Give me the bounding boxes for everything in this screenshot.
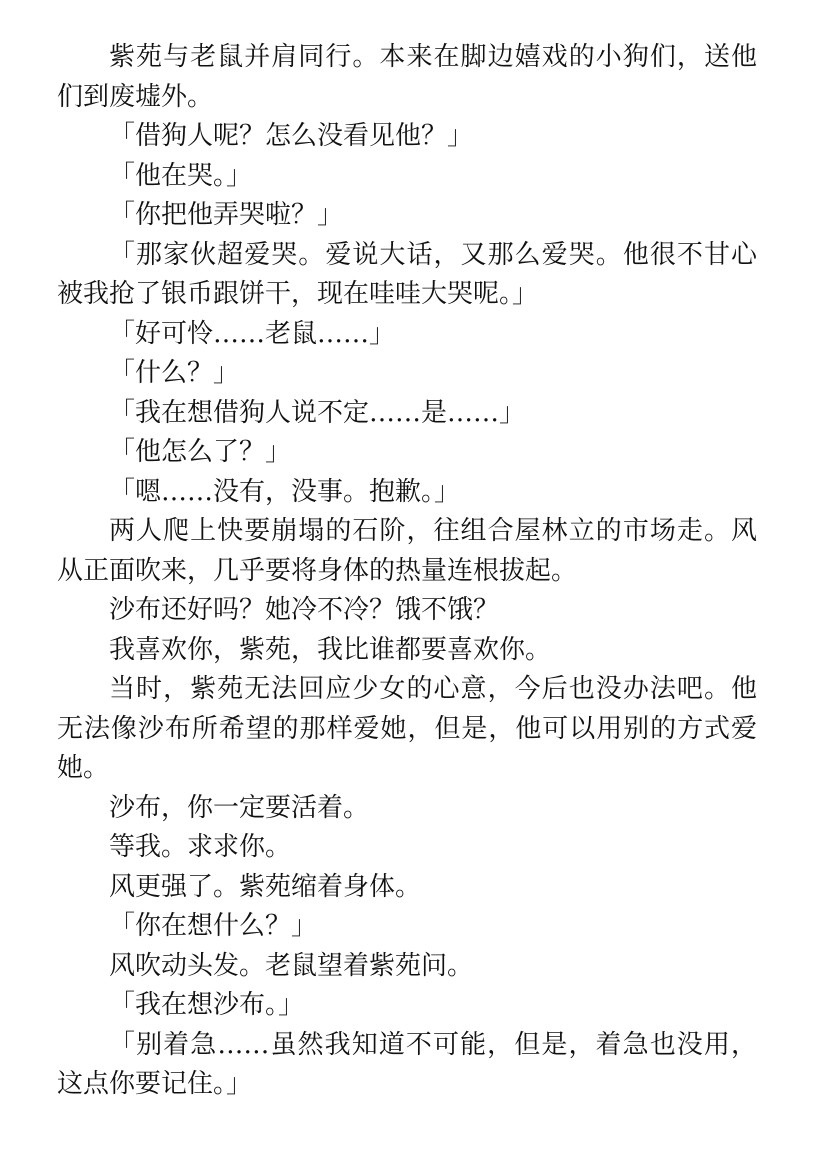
paragraph: 两人爬上快要崩塌的石阶，往组合屋林立的市场走。风从正面吹来，几乎要将身体的热量连根拔起。 <box>57 516 757 586</box>
paragraph: 「你把他弄哭啦？」 <box>109 200 344 230</box>
paragraph: 「好可怜……老鼠……」 <box>109 318 396 349</box>
paragraph: 「我在想沙布。」 <box>109 990 305 1020</box>
paragraph: 沙布，你一定要活着。 <box>109 792 370 823</box>
paragraph: 「你在想什么？」 <box>109 911 318 941</box>
paragraph: 「他在哭。」 <box>109 160 253 191</box>
paragraph: 风更强了。紫苑缩着身体。 <box>109 871 422 902</box>
paragraph: 「什么？」 <box>109 358 240 388</box>
paragraph: 紫苑与老鼠并肩同行。本来在脚边嬉戏的小狗们，送他们到废墟外。 <box>57 42 757 112</box>
paragraph: 我喜欢你，紫苑，我比谁都要喜欢你。 <box>109 634 552 665</box>
paragraph: 「那家伙超爱哭。爱说大话，又那么爱哭。他很不甘心被我抢了银币跟饼干，现在哇哇大哭呢。」 <box>57 239 757 309</box>
paragraph: 「他怎么了？」 <box>109 437 292 467</box>
paragraph: 沙布还好吗？她冷不冷？饿不饿？ <box>109 595 500 625</box>
document-page <box>57 38 757 1105</box>
paragraph: 「借狗人呢？怎么没看见他？」 <box>109 121 474 151</box>
paragraph: 「别着急……虽然我知道不可能，但是，着急也没用，这点你要记住。」 <box>57 1029 757 1099</box>
paragraph: 等我。求求你。 <box>109 832 292 862</box>
paragraph: 当时，紫苑无法回应少女的心意，今后也没办法吧。他无法像沙布所希望的那样爱她，但是，他可以用别的方式爱她。 <box>57 674 757 783</box>
paragraph: 「我在想借狗人说不定……是……」 <box>109 397 526 428</box>
paragraph: 风吹动头发。老鼠望着紫苑问。 <box>109 950 474 981</box>
paragraph: 「嗯……没有，没事。抱歉。」 <box>109 476 461 507</box>
